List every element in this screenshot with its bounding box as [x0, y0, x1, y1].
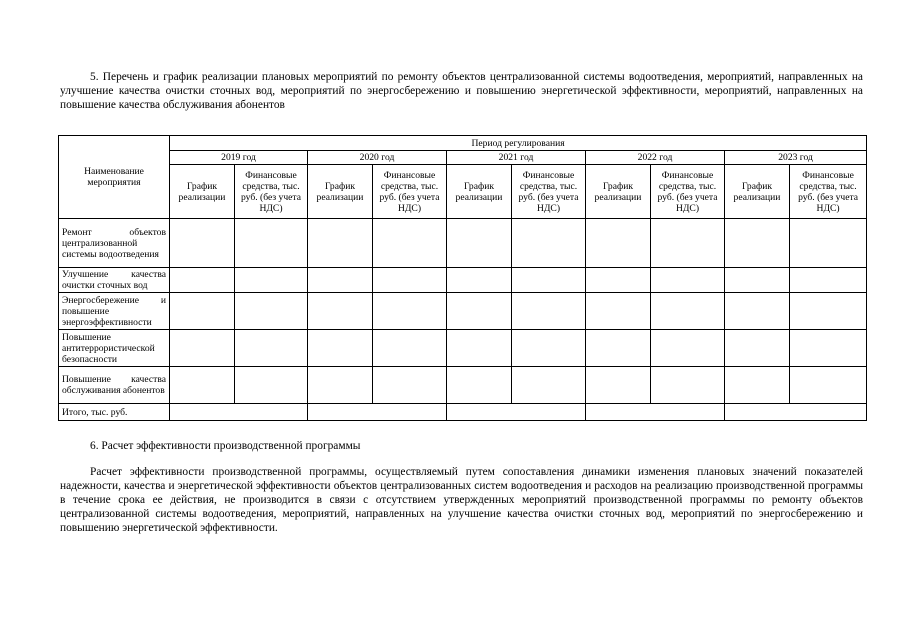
table-row: [59, 219, 867, 268]
finance-subheader: Финансовые средства, тыс. руб. (без учета НДС): [651, 165, 725, 219]
section-6-paragraph: Расчет эффективности производственной программы, осуществляемый путем сопоставления динамики изменения плановых значений показателей надежности, качества и энергетической эффективности объектов централизованных систем водоотведения и расходов на реализацию производственной программы в течение срока ее действия, не производится в связи с отсутствием утвержденных мероприятий производственной программы по ремонту объектов централизованной системы водоотведения, мероприятий, направленных на улучшение качества очистки сточных вод, мероприятий по энергосбережению и повышению энергетической эффективности.: [60, 466, 863, 534]
row-name: Энергосбережение и повышение энергоэффективности: [59, 293, 170, 330]
table-row: [59, 268, 867, 293]
section-6-heading: 6. Расчет эффективности производственной программы: [90, 440, 361, 452]
total-label: Итого, тыс. руб.: [59, 404, 170, 421]
finance-subheader: Финансовые средства, тыс. руб. (без учета НДС): [235, 165, 308, 219]
year-header: 2020 год: [308, 151, 447, 165]
finance-subheader: Финансовые средства, тыс. руб. (без учета НДС): [790, 165, 867, 219]
period-header: Период регулирования: [170, 136, 867, 151]
total-row: [59, 404, 867, 421]
row-name: Повышение антитеррористической безопасности: [59, 330, 170, 367]
year-header: 2023 год: [725, 151, 867, 165]
schedule-subheader: График реализации: [725, 165, 790, 219]
year-header: 2021 год: [447, 151, 586, 165]
table-row: [59, 293, 867, 330]
year-header: 2022 год: [586, 151, 725, 165]
section-5-paragraph: 5. Перечень и график реализации плановых мероприятий по ремонту объектов централизованной системы водоотведения, мероприятий, направленных на улучшение качества очистки сточных вод, мероприятий по энергосбережению и повышению энергетической эффективности, мероприятий, направленных на повышение качества обслуживания абонентов: [60, 71, 863, 111]
row-name: Повышение качества обслуживания абонентов: [59, 367, 170, 404]
schedule-subheader: График реализации: [586, 165, 651, 219]
finance-subheader: Финансовые средства, тыс. руб. (без учета НДС): [512, 165, 586, 219]
schedule-subheader: График реализации: [447, 165, 512, 219]
table-row: [59, 330, 867, 367]
row-name: Ремонт объектов централизованной системы водоотведения: [59, 219, 170, 268]
finance-subheader: Финансовые средства, тыс. руб. (без учета НДС): [373, 165, 447, 219]
table-row: [59, 367, 867, 404]
name-column-header: Наименование мероприятия: [59, 136, 170, 219]
schedule-subheader: График реализации: [308, 165, 373, 219]
year-header: 2019 год: [170, 151, 308, 165]
schedule-subheader: График реализации: [170, 165, 235, 219]
row-name: Улучшение качества очистки сточных вод: [59, 268, 170, 293]
plan-table: [58, 135, 867, 421]
